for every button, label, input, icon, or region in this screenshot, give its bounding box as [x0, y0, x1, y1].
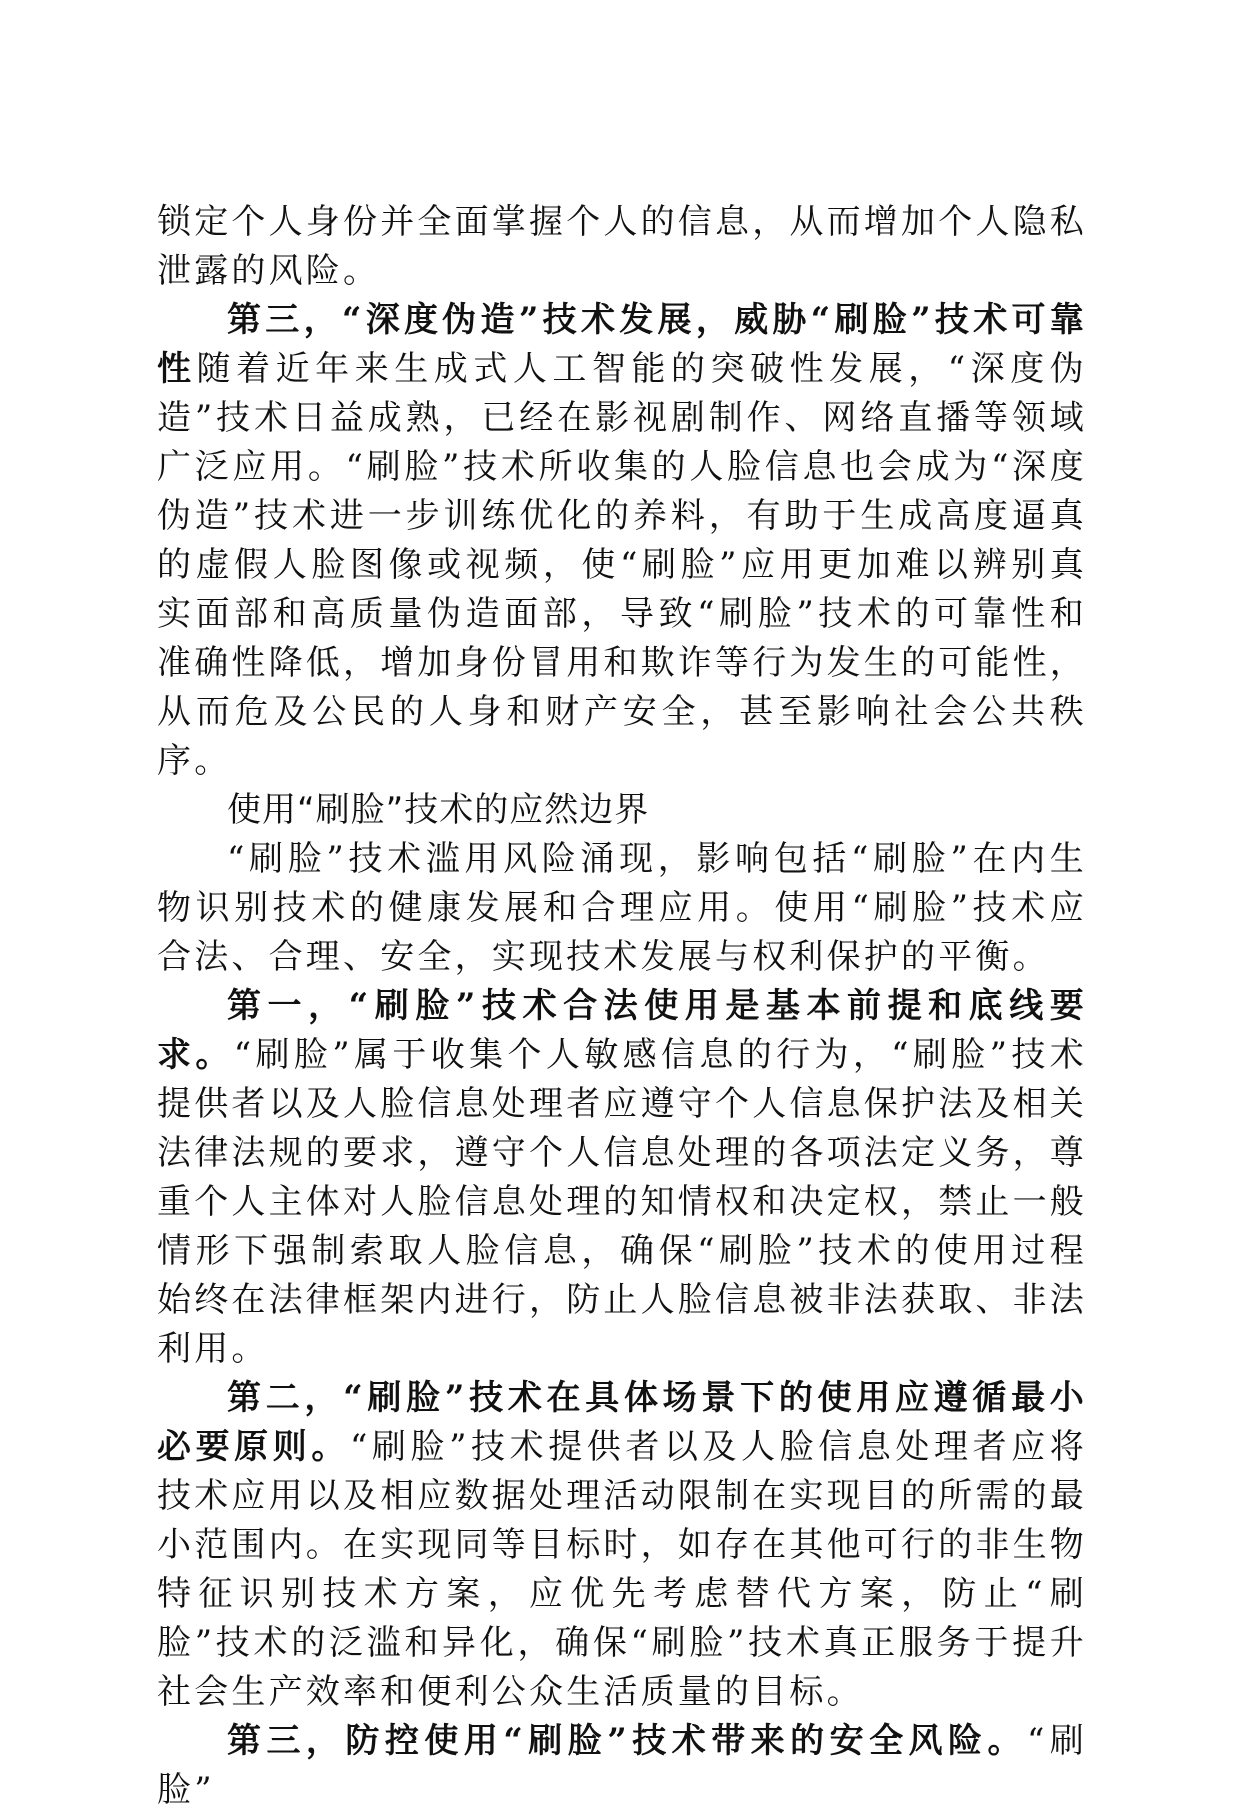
- paragraph-5: [157, 1374, 1087, 1717]
- paragraph-2-lead: 第三，“深度伪造”技术发展，威胁“刷脸”技术可靠性: [157, 300, 1087, 389]
- paragraph-5-lead: 第二，“刷脸”技术在具体场景下的使用应遵循最小必要原则。: [157, 1378, 1087, 1467]
- section-heading-text: 使用“刷脸”技术的应然边界: [227, 790, 650, 830]
- paragraph-2-text: 随着近年来生成式人工智能的突破性发展，“深度伪造”技术日益成熟，已经在影视剧制作、网络直播等领域广泛应用。“刷脸”技术所收集的人脸信息也会成为“深度伪造”技术进一步训练优化的养料，有助于生成高度逼真的虚假人脸图像或视频，使“刷脸”应用更加难以辨别真实面部和高质量伪造面部，导致“刷脸”技术的可靠性和准确性降低，增加身份冒用和欺诈等行为发生的可能性，从而危及公民的人身和财产安全，甚至影响社会公共秩序。: [157, 349, 1087, 781]
- paragraph-5-text: “刷脸”技术提供者以及人脸信息处理者应将技术应用以及相应数据处理活动限制在实现目的所需的最小范围内。在实现同等目标时，如存在其他可行的非生物特征识别技术方案，应优先考虑替代方案，防止“刷脸”技术的泛滥和异化，确保“刷脸”技术真正服务于提升社会生产效率和便利公众生活质量的目标。: [157, 1427, 1088, 1712]
- paragraph-4: [157, 982, 1087, 1374]
- document-body: [157, 198, 1087, 1815]
- paragraph-6-lead: 第三，防控使用“刷脸”技术带来的安全风险。: [227, 1721, 1027, 1761]
- paragraph-4-lead: 第一，“刷脸”技术合法使用是基本前提和底线要求。: [157, 986, 1087, 1075]
- paragraph-3: [157, 835, 1087, 982]
- section-heading: [157, 786, 1087, 835]
- paragraph-1-text: 锁定个人身份并全面掌握个人的信息，从而增加个人隐私泄露的风险。: [157, 202, 1087, 291]
- paragraph-3-text: “刷脸”技术滥用风险涌现，影响包括“刷脸”在内生物识别技术的健康发展和合理应用。使用“刷脸”技术应合法、合理、安全，实现技术发展与权利保护的平衡。: [157, 839, 1087, 977]
- paragraph-1: [157, 198, 1087, 296]
- paragraph-4-text: “刷脸”属于收集个人敏感信息的行为，“刷脸”技术提供者以及人脸信息处理者应遵守个人信息保护法及相关法律法规的要求，遵守个人信息处理的各项法定义务，尊重个人主体对人脸信息处理的知情权和决定权，禁止一般情形下强制索取人脸信息，确保“刷脸”技术的使用过程始终在法律框架内进行，防止人脸信息被非法获取、非法利用。: [157, 1035, 1088, 1369]
- paragraph-2: [157, 296, 1087, 786]
- paragraph-6: [157, 1717, 1087, 1815]
- paragraph-6-text: “刷脸”: [157, 1721, 1087, 1810]
